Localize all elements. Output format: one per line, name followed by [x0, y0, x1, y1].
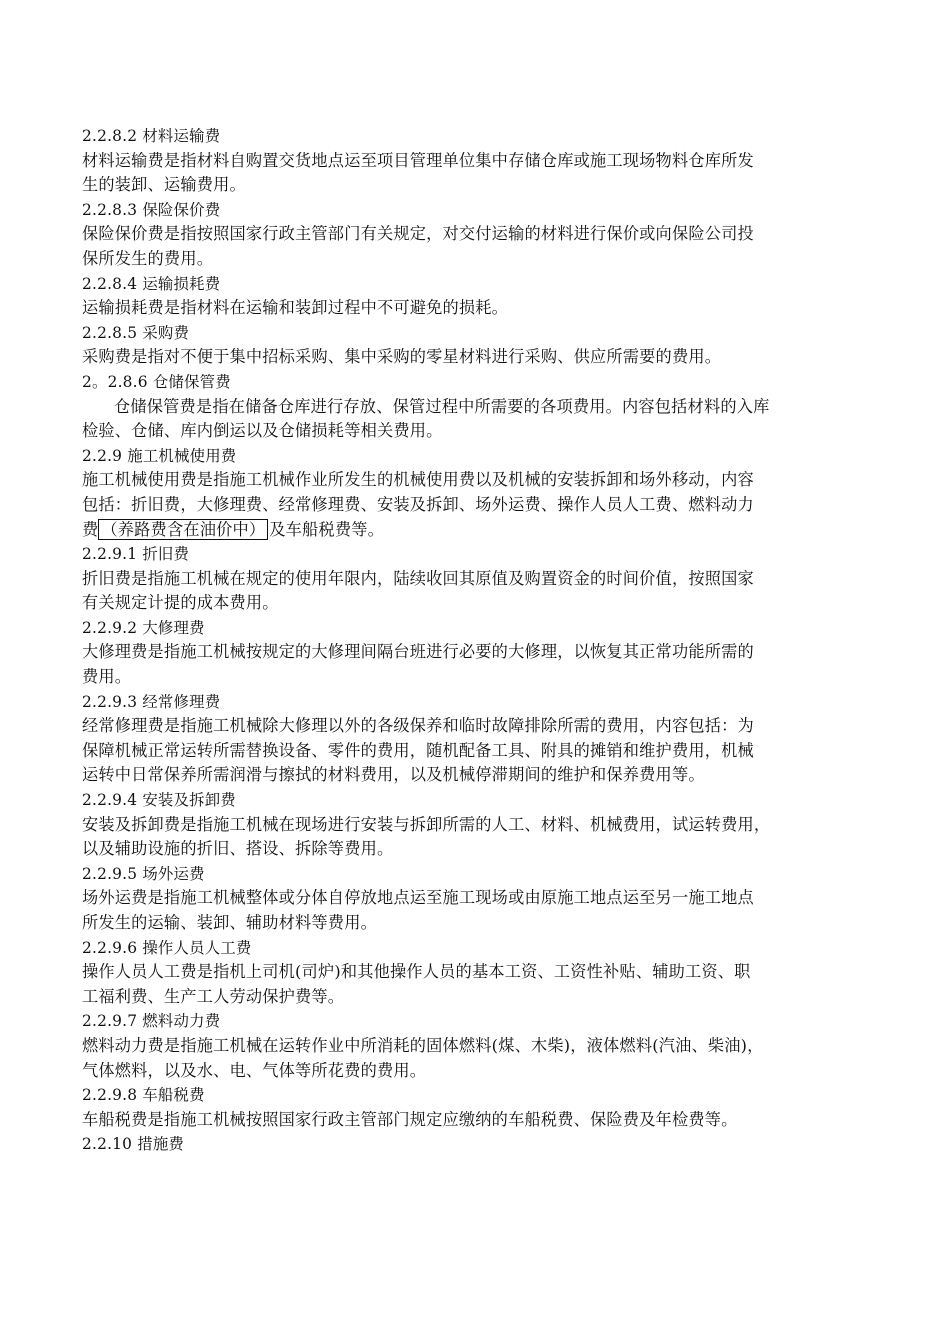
paragraph-line: 气体燃料，以及水、电、气体等所花费的费用。 — [82, 1060, 427, 1080]
paragraph-line: 有关规定计提的成本费用。 — [82, 593, 279, 613]
section-heading: 2.2.9.5 场外运费 — [82, 864, 205, 883]
paragraph-line: 场外运费是指施工机械整体或分体自停放地点运至施工现场或由原施工地点运至另一施工地点 — [82, 888, 754, 908]
paragraph-line: 车船税费是指施工机械按照国家行政主管部门规定应缴纳的车船税费、保险费及年检费等。 — [82, 1109, 738, 1129]
paragraph-line: 保所发生的费用。 — [82, 248, 214, 268]
section-heading: 2.2.8.3 保险保价费 — [82, 200, 221, 219]
paragraph-line: 运转中日常保养所需润滑与擦拭的材料费用，以及机械停滞期间的维护和保养费用等。 — [82, 765, 705, 785]
text-run: 及车船税费等。 — [269, 519, 384, 539]
paragraph-line: 材料运输费是指材料自购置交货地点运至项目管理单位集中存储仓库或施工现场物料仓库所发 — [82, 150, 754, 170]
section-heading: 2.2.9.3 经常修理费 — [82, 692, 221, 711]
paragraph-line: 经常修理费是指施工机械除大修理以外的各级保养和临时故障排除所需的费用，内容包括：为 — [82, 716, 754, 736]
paragraph-line: 安装及拆卸费是指施工机械在现场进行安装与拆卸所需的人工、材料、机械费用，试运转费用， — [82, 814, 771, 834]
paragraph-line: 检验、仓储、库内倒运以及仓储损耗等相关费用。 — [82, 421, 443, 441]
section-heading: 2.2.9.6 操作人员人工费 — [82, 938, 252, 957]
section-heading: 2.2.8.5 采购费 — [82, 323, 190, 342]
document-body — [82, 124, 872, 1157]
paragraph-line: 生的装卸、运输费用。 — [82, 175, 246, 195]
section-heading: 2.2.8.4 运输损耗费 — [82, 274, 221, 293]
section-heading: 2.2.10 措施费 — [82, 1135, 185, 1154]
paragraph-line: 仓储保管费是指在储备仓库进行存放、保管过程中所需要的各项费用。内容包括材料的入库 — [114, 396, 770, 416]
paragraph-line — [82, 518, 872, 543]
section-heading: 2.2.9.4 安装及拆卸费 — [82, 791, 236, 810]
section-heading: 2.2.9.7 燃料动力费 — [82, 1012, 221, 1031]
section-heading: 2.2.9.2 大修理费 — [82, 618, 205, 637]
paragraph-line: 燃料动力费是指施工机械在运转作业中所消耗的固体燃料(煤、木柴)，液体燃料(汽油、柴油)， — [82, 1035, 764, 1055]
section-heading: 2.2.9.1 折旧费 — [82, 545, 190, 564]
paragraph-line: 保障机械正常运转所需替换设备、零件的费用，随机配备工具、附具的摊销和维护费用，机械 — [82, 740, 754, 760]
paragraph-line: 采购费是指对不便于集中招标采购、集中采购的零星材料进行采购、供应所需要的费用。 — [82, 347, 722, 367]
paragraph-line: 大修理费是指施工机械按规定的大修理间隔台班进行必要的大修理，以恢复其正常功能所需的 — [82, 642, 754, 662]
paragraph-line: 运输损耗费是指材料在运输和装卸过程中不可避免的损耗。 — [82, 298, 509, 318]
section-heading: 2.2.9 施工机械使用费 — [82, 446, 237, 465]
paragraph-line: 操作人员人工费是指机上司机(司炉)和其他操作人员的基本工资、工资性补贴、辅助工资、职 — [82, 962, 751, 982]
paragraph-line: 折旧费是指施工机械在规定的使用年限内，陆续收回其原值及购置资金的时间价值，按照国家 — [82, 568, 754, 588]
text-run: 费 — [82, 519, 99, 539]
paragraph-line: 包括：折旧费，大修理费、经常修理费、安装及拆卸、场外运费、操作人员人工费、燃料动力 — [82, 494, 754, 514]
paragraph-line: 施工机械使用费是指施工机械作业所发生的机械使用费以及机械的安装拆卸和场外移动，内容 — [82, 470, 754, 490]
boxed-annotation: （养路费含在油价中） — [98, 519, 268, 540]
paragraph-line: 工福利费、生产工人劳动保护费等。 — [82, 986, 345, 1006]
paragraph-line: 保险保价费是指按照国家行政主管部门有关规定，对交付运输的材料进行保价或向保险公司投 — [82, 224, 754, 244]
section-heading: 2.2.8.2 材料运输费 — [82, 127, 221, 145]
section-heading: 2。2.8.6 仓储保管费 — [82, 372, 231, 391]
paragraph-line: 以及辅助设施的折旧、搭设、拆除等费用。 — [82, 839, 394, 859]
paragraph-line: 费用。 — [82, 667, 132, 687]
section-heading: 2.2.9.8 车船税费 — [82, 1086, 205, 1105]
paragraph-line: 所发生的运输、装卸、辅助材料等费用。 — [82, 913, 377, 932]
